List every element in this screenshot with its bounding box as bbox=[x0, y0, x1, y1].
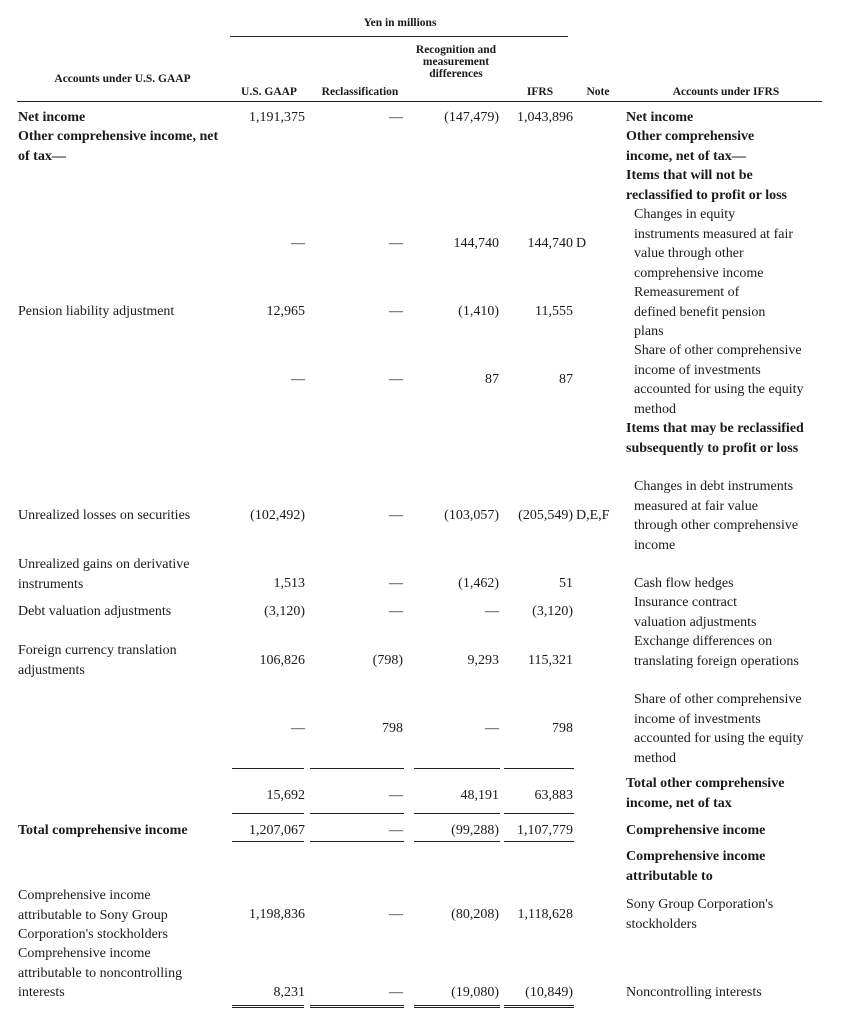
ifrs-label-insurance-contract: Insurance contract valuation adjustments bbox=[634, 595, 757, 630]
ifrs-label-comprehensive-income: Comprehensive income bbox=[626, 823, 766, 838]
final-rule-ifrs bbox=[504, 1005, 574, 1008]
ifrs-label-sony-stockholders: Sony Group Corporation's stockholders bbox=[626, 897, 774, 932]
derivatives-recog: (1,462) bbox=[458, 576, 499, 591]
us-label-pension: Pension liability adjustment bbox=[18, 304, 175, 319]
subtotal-rule-reclass bbox=[310, 768, 404, 769]
equity-instr-reclass: — bbox=[389, 236, 403, 251]
final-rule-reclass bbox=[310, 1005, 404, 1008]
us-label-oci: Other comprehensive income, net of tax— bbox=[18, 129, 219, 164]
total-rule-recog bbox=[414, 813, 500, 814]
equity-method-2-us-gaap: — bbox=[291, 721, 305, 736]
ifrs-label-net-income: Net income bbox=[626, 110, 694, 125]
fx-ifrs: 115,321 bbox=[528, 653, 573, 668]
equity-method-1-recog: 87 bbox=[485, 372, 499, 387]
header-bottom-rule bbox=[17, 101, 822, 102]
equity-instr-note: D bbox=[576, 236, 587, 251]
net-income-recog: (147,479) bbox=[444, 110, 499, 125]
debt-val-reclass: — bbox=[389, 604, 403, 619]
header-rule bbox=[230, 36, 568, 37]
ci-sony-ifrs: 1,118,628 bbox=[517, 907, 573, 922]
pension-us-gaap: 12,965 bbox=[266, 304, 305, 319]
equity-instr-recog: 144,740 bbox=[453, 236, 499, 251]
ci-nci-recog: (19,080) bbox=[451, 985, 499, 1000]
total-oci-ifrs: 63,883 bbox=[534, 788, 573, 803]
us-label-total-ci: Total comprehensive income bbox=[18, 823, 188, 838]
ifrs-label-oci: Other comprehensive income, net of tax— bbox=[626, 129, 755, 164]
ci-nci-us-gaap: 8,231 bbox=[273, 985, 305, 1000]
derivatives-reclass: — bbox=[389, 576, 403, 591]
total-ci-ifrs: 1,107,779 bbox=[517, 823, 573, 838]
ci-rule-recog bbox=[414, 841, 500, 842]
ifrs-label-equity-method-1: Share of other comprehensive income of investments accounted for using the equity method bbox=[634, 343, 804, 417]
securities-reclass: — bbox=[389, 508, 403, 523]
derivatives-ifrs: 51 bbox=[559, 576, 573, 591]
securities-us-gaap: (102,492) bbox=[250, 508, 305, 523]
ci-sony-reclass: — bbox=[389, 907, 403, 922]
ci-rule-ifrs bbox=[504, 841, 574, 842]
us-label-net-income: Net income bbox=[18, 110, 86, 125]
total-rule-reclass bbox=[310, 813, 404, 814]
col-header-recognition: Recognition and measurement differences bbox=[415, 44, 497, 80]
fx-recog: 9,293 bbox=[467, 653, 499, 668]
us-label-debt-valuation: Debt valuation adjustments bbox=[18, 604, 172, 619]
ifrs-label-not-reclassified: Items that will not be reclassified to profit or loss bbox=[626, 168, 787, 203]
ifrs-label-equity-instruments: Changes in equity instruments measured at fair value through other comprehensive income bbox=[634, 207, 794, 281]
us-label-ci-nci: Comprehensive income attributable to noncontrolling interests bbox=[18, 946, 183, 1000]
fx-us-gaap: 106,826 bbox=[259, 653, 305, 668]
pension-recog: (1,410) bbox=[458, 304, 499, 319]
subtotal-rule-recog bbox=[414, 768, 500, 769]
yen-in-millions-header: Yen in millions bbox=[363, 17, 437, 29]
securities-recog: (103,057) bbox=[444, 508, 499, 523]
col-header-us-gaap: U.S. GAAP bbox=[241, 86, 297, 98]
equity-method-1-ifrs: 87 bbox=[559, 372, 573, 387]
pension-reclass: — bbox=[389, 304, 403, 319]
col-header-ifrs-accounts: Accounts under IFRS bbox=[672, 86, 780, 98]
ifrs-label-pension: Remeasurement of defined benefit pension plans bbox=[634, 285, 766, 339]
us-label-derivatives: Unrealized gains on derivative instruments bbox=[18, 557, 190, 592]
ifrs-label-may-reclassify: Items that may be reclassified subsequently to profit or loss bbox=[626, 421, 804, 456]
equity-instr-ifrs: 144,740 bbox=[527, 236, 573, 251]
total-ci-recog: (99,288) bbox=[451, 823, 499, 838]
equity-method-2-reclass: 798 bbox=[382, 721, 403, 736]
fx-reclass: (798) bbox=[372, 653, 403, 668]
total-oci-reclass: — bbox=[389, 788, 403, 803]
ci-nci-reclass: — bbox=[389, 985, 403, 1000]
total-rule-us bbox=[232, 813, 304, 814]
pension-ifrs: 11,555 bbox=[535, 304, 573, 319]
total-rule-ifrs bbox=[504, 813, 574, 814]
ifrs-label-total-oci: Total other comprehensive income, net of tax bbox=[626, 776, 785, 811]
debt-val-us-gaap: (3,120) bbox=[264, 604, 305, 619]
final-rule-recog bbox=[414, 1005, 500, 1008]
equity-method-1-reclass: — bbox=[389, 372, 403, 387]
ci-rule-reclass bbox=[310, 841, 404, 842]
subtotal-rule-us bbox=[232, 768, 304, 769]
subtotal-rule-ifrs bbox=[504, 768, 574, 769]
equity-method-2-ifrs: 798 bbox=[552, 721, 573, 736]
col-header-ifrs: IFRS bbox=[526, 86, 554, 98]
total-ci-reclass: — bbox=[389, 823, 403, 838]
equity-method-1-us-gaap: — bbox=[291, 372, 305, 387]
ifrs-label-debt-instruments: Changes in debt instruments measured at fair value through other comprehensive income bbox=[634, 479, 799, 553]
debt-val-recog: — bbox=[485, 604, 499, 619]
col-header-note: Note bbox=[586, 86, 610, 98]
net-income-us-gaap: 1,191,375 bbox=[249, 110, 305, 125]
ci-nci-ifrs: (10,849) bbox=[525, 985, 573, 1000]
equity-method-2-recog: — bbox=[485, 721, 499, 736]
ifrs-label-noncontrolling: Noncontrolling interests bbox=[626, 985, 762, 1000]
us-label-ci-sony: Comprehensive income attributable to Sony Group Corporation's stockholders bbox=[18, 888, 168, 942]
derivatives-us-gaap: 1,513 bbox=[273, 576, 305, 591]
total-ci-us-gaap: 1,207,067 bbox=[249, 823, 305, 838]
net-income-reclass: — bbox=[389, 110, 403, 125]
net-income-ifrs: 1,043,896 bbox=[517, 110, 573, 125]
equity-instr-us-gaap: — bbox=[291, 236, 305, 251]
ci-sony-us-gaap: 1,198,836 bbox=[249, 907, 305, 922]
final-rule-us bbox=[232, 1005, 304, 1008]
ifrs-label-cash-flow-hedges: Cash flow hedges bbox=[634, 576, 734, 591]
securities-ifrs: (205,549) bbox=[518, 508, 573, 523]
us-label-securities: Unrealized losses on securities bbox=[18, 508, 191, 523]
securities-note: D,E,F bbox=[576, 508, 610, 523]
ci-sony-recog: (80,208) bbox=[451, 907, 499, 922]
total-oci-recog: 48,191 bbox=[460, 788, 499, 803]
us-label-fx: Foreign currency translation adjustments bbox=[18, 643, 177, 678]
col-header-us-accounts: Accounts under U.S. GAAP bbox=[54, 73, 191, 85]
col-header-reclassification: Reclassification bbox=[321, 86, 399, 98]
debt-val-ifrs: (3,120) bbox=[532, 604, 573, 619]
total-oci-us-gaap: 15,692 bbox=[266, 788, 305, 803]
ifrs-label-equity-method-2: Share of other comprehensive income of investments accounted for using the equity method bbox=[634, 692, 804, 766]
ifrs-label-ci-attributable: Comprehensive income attributable to bbox=[626, 849, 766, 884]
ci-rule-us bbox=[232, 841, 304, 842]
ifrs-label-exchange-differences: Exchange differences on translating foreign operations bbox=[634, 634, 799, 669]
